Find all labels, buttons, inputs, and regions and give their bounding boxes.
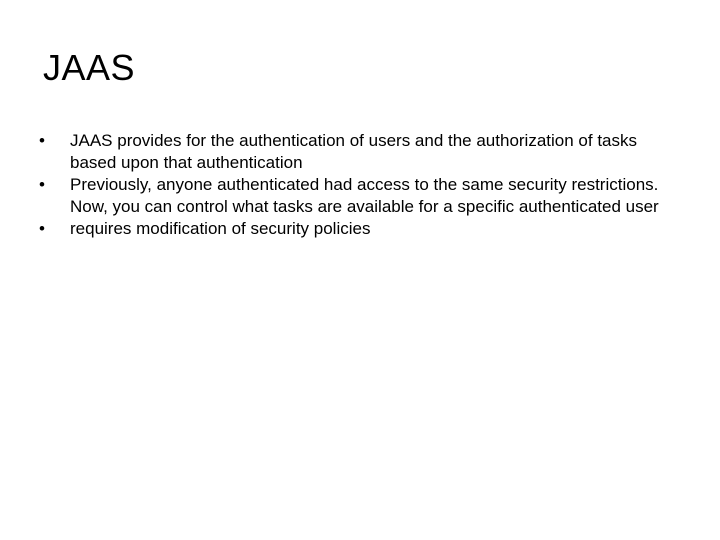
bullet-marker: • [39,175,45,194]
bullet-list [32,130,662,240]
bullet-text: JAAS provides for the authentication of users and the authorization of tasks based upon that authentication [70,131,638,172]
slide-title: JAAS [43,47,136,88]
bullet-text: requires modification of security policies [70,219,371,238]
bullet-item-authentication [32,130,662,174]
bullet-item-security-policies [32,218,662,240]
bullet-text: Previously, anyone authenticated had access to the same security restrictions. Now, you can control what tasks are available for a specific authenticated user [70,175,659,216]
bullet-item-access-control [32,174,662,218]
bullet-marker: • [39,131,45,150]
bullet-marker: • [39,219,45,238]
